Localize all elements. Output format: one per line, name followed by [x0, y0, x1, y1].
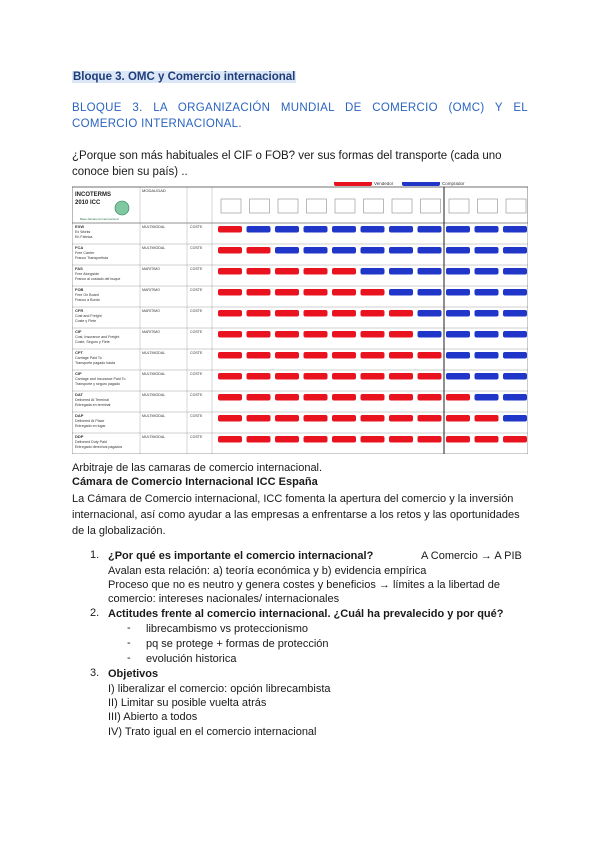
list-line: Proceso que no es neutro y genera costes y beneficios → límites a la libertad de comercio: intereses nacionales/ internacionales — [108, 579, 500, 605]
bar-seller — [304, 268, 328, 275]
bar-seller — [361, 310, 385, 317]
incoterms-table — [72, 182, 528, 454]
row-cost: COSTE — [190, 393, 203, 397]
bar-seller — [218, 373, 242, 380]
row-cost: COSTE — [190, 372, 203, 376]
bar-seller — [218, 268, 242, 275]
bar-seller — [218, 247, 242, 254]
bar-seller — [389, 352, 413, 359]
row-place: Entregado derechos pagados — [75, 445, 123, 449]
row-cost: COSTE — [190, 225, 203, 229]
bar-seller — [361, 394, 385, 401]
list-heading: Actitudes frente al comercio internacional. ¿Cuál ha prevalecido y por qué? — [108, 608, 504, 620]
bar-buyer — [503, 310, 527, 317]
bullet-dash: - — [127, 622, 131, 634]
list-number: 1. — [90, 549, 100, 561]
legend-blue-label: Comprador — [442, 182, 465, 186]
bar-seller — [304, 415, 328, 422]
bar-seller — [418, 352, 442, 359]
bar-seller — [304, 310, 328, 317]
bar-buyer — [503, 373, 527, 380]
row-name: Cost and Freight — [75, 314, 102, 318]
row-cost: COSTE — [190, 435, 203, 439]
paragraph-arbitraje: Arbitraje de las camaras de comercio internacional. — [72, 462, 323, 474]
bar-buyer — [418, 289, 442, 296]
bar-buyer — [503, 268, 527, 275]
bar-buyer — [446, 268, 470, 275]
bar-buyer — [389, 247, 413, 254]
bar-seller — [304, 436, 328, 443]
bar-seller — [332, 289, 356, 296]
row-name: Carriage Paid To — [75, 356, 102, 360]
bar-seller — [247, 415, 271, 422]
row-place: Transporte pagado hasta — [75, 361, 116, 365]
bar-seller — [218, 226, 242, 233]
bar-seller — [247, 247, 271, 254]
legend-red-swatch — [334, 182, 372, 186]
bar-buyer — [304, 226, 328, 233]
row-cost: COSTE — [190, 414, 203, 418]
bar-seller — [361, 373, 385, 380]
paragraph-icc-desc: La Cámara de Comercio internacional, ICC fomenta la apertura del comercio y la inversión internacional, así como ayudar a las empresas a enfrentarse a los retos y las oportunidades de la globalización. — [72, 493, 520, 537]
bar-seller — [304, 394, 328, 401]
row-name: Delivered At Terminal — [75, 398, 109, 402]
row-name: Free On Board — [75, 293, 99, 297]
bar-buyer — [361, 247, 385, 254]
bar-buyer — [446, 373, 470, 380]
row-place: Entregada en terminal — [75, 403, 111, 407]
bar-seller — [247, 331, 271, 338]
bar-buyer — [304, 247, 328, 254]
legend-red-label: Vendedor — [374, 182, 394, 186]
bar-seller — [361, 331, 385, 338]
bar-buyer — [446, 247, 470, 254]
bar-seller — [247, 436, 271, 443]
bar-seller — [361, 415, 385, 422]
row-name: Free Carrier — [75, 251, 95, 255]
bar-buyer — [446, 289, 470, 296]
list-line: I) liberalizar el comercio: opción librecambista — [108, 683, 331, 695]
bar-seller — [218, 310, 242, 317]
bar-seller — [361, 352, 385, 359]
bar-seller — [332, 415, 356, 422]
row-cost: COSTE — [190, 351, 203, 355]
row-modalidad: MULTIMODAL — [142, 225, 166, 229]
bar-seller — [389, 310, 413, 317]
row-place: Franco al costado del buque — [75, 277, 121, 281]
bar-seller — [247, 310, 271, 317]
bar-seller — [361, 436, 385, 443]
bar-seller — [304, 331, 328, 338]
row-name: Free Alongside — [75, 272, 99, 276]
row-code: DAT — [75, 392, 83, 397]
legend-blue-swatch — [402, 182, 440, 186]
row-cost: COSTE — [190, 288, 203, 292]
bar-buyer — [503, 247, 527, 254]
bar-buyer — [503, 289, 527, 296]
bar-buyer — [418, 268, 442, 275]
row-code: EXW — [75, 224, 85, 229]
row-name: Ex Works — [75, 230, 91, 234]
row-code: DDP — [75, 434, 84, 439]
list-number: 2. — [90, 607, 100, 619]
row-modalidad: MARITIMO — [142, 288, 160, 292]
row-modalidad: MARITIMO — [142, 330, 160, 334]
bar-seller — [446, 436, 470, 443]
bar-buyer — [332, 247, 356, 254]
bar-seller — [275, 331, 299, 338]
bar-seller — [304, 373, 328, 380]
bar-buyer — [503, 226, 527, 233]
bar-seller — [218, 331, 242, 338]
bar-seller — [418, 436, 442, 443]
bar-seller — [389, 331, 413, 338]
bar-buyer — [475, 289, 499, 296]
bar-seller — [446, 394, 470, 401]
bar-buyer — [475, 247, 499, 254]
bar-seller — [275, 268, 299, 275]
bar-buyer — [475, 310, 499, 317]
bar-buyer — [503, 331, 527, 338]
row-name: Carriage and Insurance Paid To — [75, 377, 126, 381]
bar-buyer — [475, 331, 499, 338]
row-place: En Fábrica — [75, 235, 93, 239]
bar-seller — [247, 394, 271, 401]
row-modalidad: MULTIMODAL — [142, 393, 166, 397]
bar-seller — [332, 331, 356, 338]
bar-seller — [218, 436, 242, 443]
list-line: III) Abierto a todos — [108, 711, 198, 723]
bullet-dash: - — [127, 637, 131, 649]
row-name: Cost, Insurance and Freight — [75, 335, 120, 339]
bar-seller — [418, 373, 442, 380]
bar-seller — [218, 394, 242, 401]
header-year: 2010 ICC — [75, 200, 101, 206]
row-modalidad: MULTIMODAL — [142, 351, 166, 355]
bar-seller — [275, 373, 299, 380]
bar-buyer — [275, 247, 299, 254]
bar-seller — [247, 268, 271, 275]
bar-buyer — [418, 247, 442, 254]
row-modalidad: MULTIMODAL — [142, 414, 166, 418]
row-code: CPT — [75, 350, 83, 355]
row-name: Delivered Duty Paid — [75, 440, 107, 444]
bar-buyer — [503, 394, 527, 401]
row-code: FAS — [75, 266, 83, 271]
list-bullet: pq se protege + formas de protección — [146, 638, 329, 650]
row-modalidad: MARITIMO — [142, 309, 160, 313]
bar-seller — [247, 352, 271, 359]
bar-seller — [389, 415, 413, 422]
bar-seller — [332, 394, 356, 401]
bar-seller — [275, 310, 299, 317]
row-code: DAP — [75, 413, 84, 418]
header-title: INCOTERMS — [75, 192, 111, 198]
bar-seller — [275, 394, 299, 401]
bar-buyer — [275, 226, 299, 233]
bar-buyer — [446, 310, 470, 317]
bar-seller — [361, 289, 385, 296]
bar-buyer — [475, 268, 499, 275]
list-number: 3. — [90, 667, 100, 679]
bar-buyer — [418, 226, 442, 233]
list-line: II) Limitar su posible vuelta atrás — [108, 697, 267, 709]
bar-seller — [218, 352, 242, 359]
paragraph-icc-title: Cámara de Comercio Internacional ICC España — [72, 476, 318, 488]
list-line: IV) Trato igual en el comercio internacional — [108, 726, 317, 738]
bar-seller — [332, 268, 356, 275]
list-heading: ¿Por qué es importante el comercio internacional? — [108, 550, 374, 562]
bar-buyer — [389, 226, 413, 233]
bar-seller — [389, 436, 413, 443]
row-code: FOB — [75, 287, 84, 292]
bar-seller — [304, 289, 328, 296]
bar-buyer — [475, 352, 499, 359]
bar-seller — [389, 394, 413, 401]
row-code: CIF — [75, 329, 82, 334]
table-rows — [72, 187, 528, 454]
bar-seller — [247, 289, 271, 296]
row-modalidad: MULTIMODAL — [142, 372, 166, 376]
row-cost: COSTE — [190, 330, 203, 334]
bar-buyer — [389, 268, 413, 275]
bar-seller — [332, 373, 356, 380]
list-bullet: evolución historica — [146, 653, 237, 665]
bar-seller — [275, 289, 299, 296]
bar-buyer — [446, 331, 470, 338]
bar-buyer — [503, 415, 527, 422]
row-place: Franco Transportista — [75, 256, 108, 260]
bar-seller — [218, 415, 242, 422]
bar-buyer — [418, 310, 442, 317]
header-logo-text: Base Aduanera Internacional — [80, 217, 119, 221]
bar-buyer — [361, 268, 385, 275]
bar-buyer — [446, 226, 470, 233]
bar-buyer — [361, 226, 385, 233]
bar-seller — [418, 415, 442, 422]
bar-buyer — [332, 226, 356, 233]
bar-seller — [475, 436, 499, 443]
row-modalidad: MARITIMO — [142, 267, 160, 271]
section-subtitle: BLOQUE 3. LA ORGANIZACIÓN MUNDIAL DE COMERCIO (OMC) Y EL COMERCIO INTERNACIONAL. — [72, 102, 528, 130]
list-bullet: librecambismo vs proteccionismo — [146, 623, 308, 635]
bar-buyer — [475, 373, 499, 380]
row-cost: COSTE — [190, 267, 203, 271]
list-heading: Objetivos — [108, 668, 159, 680]
bar-buyer — [446, 352, 470, 359]
bar-seller — [503, 436, 527, 443]
bullet-dash: - — [127, 652, 131, 664]
bar-seller — [275, 415, 299, 422]
list-aside: A Comercio → A PIB — [421, 550, 522, 562]
row-place: Transporte y seguro pagado — [75, 382, 121, 386]
bar-seller — [418, 394, 442, 401]
row-place: Coste y Flete — [75, 319, 97, 323]
bar-buyer — [475, 226, 499, 233]
row-modalidad: MULTIMODAL — [142, 246, 166, 250]
bar-buyer — [475, 394, 499, 401]
row-cost: COSTE — [190, 246, 203, 250]
row-code: CIP — [75, 371, 82, 376]
bar-seller — [304, 352, 328, 359]
section-title: Bloque 3. OMC y Comercio internacional — [73, 71, 296, 83]
bar-seller — [389, 373, 413, 380]
row-code: FCA — [75, 245, 84, 250]
bar-seller — [446, 415, 470, 422]
globe-logo — [115, 201, 129, 215]
bar-buyer — [418, 331, 442, 338]
table-header — [72, 187, 528, 223]
row-place: Coste, Seguro y Flete — [75, 340, 110, 344]
col-modalidad: MODALIDAD — [142, 188, 166, 193]
bar-seller — [218, 289, 242, 296]
row-place: Franco a Bordo — [75, 298, 100, 302]
bar-seller — [247, 373, 271, 380]
row-modalidad: MULTIMODAL — [142, 435, 166, 439]
bar-buyer — [389, 289, 413, 296]
question-text: ¿Porque son más habituales el CIF o FOB? ver sus formas del transporte (cada uno conoce bien su país) .. — [72, 150, 502, 178]
bar-seller — [332, 436, 356, 443]
bar-seller — [332, 310, 356, 317]
row-place: Entregado en lugar — [75, 424, 106, 428]
bar-seller — [475, 415, 499, 422]
bar-buyer — [247, 226, 271, 233]
incoterms-chart — [72, 182, 528, 454]
bar-seller — [332, 352, 356, 359]
row-code: CFR — [75, 308, 84, 313]
row-name: Delivered At Place — [75, 419, 105, 423]
row-cost: COSTE — [190, 309, 203, 313]
bar-buyer — [503, 352, 527, 359]
bar-seller — [275, 436, 299, 443]
bar-seller — [275, 352, 299, 359]
list-line: Avalan esta relación: a) teoría económica y b) evidencia empírica — [108, 565, 427, 577]
